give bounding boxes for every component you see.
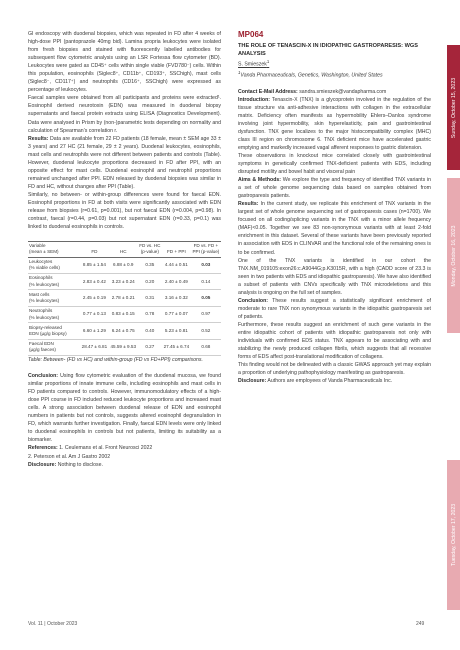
right-column (238, 30, 431, 385)
side-tab-monday (447, 178, 460, 333)
results-text: Data are available from 22 FD patients (18 female, mean ± SEM age 33 ± 3 years) and 27 HC (21 female, 29 ± 2 years). Duodenal leukocytes, eosinophils, mast cells and neutrophils were not different between patients and controls (Table). However, duodenal leukocyte proportions decreased in FD after PPI, with an opposite effect for mast cells. Duodenal eosinophil and neutrophil proportions remained unchanged after PPI. EDN released by duodenal biopsies was similar in FD and HC, without changes after PPI (Table). (28, 135, 221, 190)
reference-2: 2. Peterson et al. Am J Gastro 2002 (28, 453, 111, 460)
row-label-cell: Faecal EDN (µg/g faeces) (28, 339, 80, 355)
introduction-label: Introduction: (238, 96, 270, 103)
aims-text: We explore the type and frequency of identified TNX variants in a set of whole genome sequencing data based on samples obtained from gastroparesis patients. (238, 177, 431, 200)
table-body (28, 257, 221, 355)
table-cell: 2.78 ± 0.21 (109, 290, 138, 306)
table-cell: 6.24 ± 0.75 (109, 323, 138, 339)
author-name: S. Smieszek (238, 61, 267, 68)
observations-paragraph: These observations in knockout mice correlated closely with gastrointestinal symptoms in genetically confirmed TNX-deficient patients with EDS, including disrupted motility and bowel habit and visceral pain (238, 152, 431, 176)
side-tab-label: Tuesday, October 17, 2023 (450, 503, 457, 567)
row-label-cell: Mast cells (% leukocytes) (28, 290, 80, 306)
table-header: FD vs. FD + PPI (p-value) (191, 242, 221, 257)
references-label: References: (28, 445, 58, 452)
page-number: 249 (416, 621, 425, 627)
contact-label: Contact E-Mail Address: (238, 88, 298, 95)
table-cell: 0.77 ± 0.07 (162, 306, 191, 322)
results-text-right: In the current study, we replicate this enrichment of TNX variants in the largest set of whole genome sequencing set of gastroparesis cases (n=1700). We focused on all coding/splicing variants in the TNX with a minor allele frequency (MAF)<0.05. Together we see 83 non-synonymous variants with at least 2-fold enrichment in this dataset. Several of these variants have been previously reported in association with EDS in CLINVAR and the functional role of the remaining ones is to be confirmed. (238, 201, 431, 256)
left-column (28, 30, 221, 469)
finding-paragraph: This finding would not be delineated with a classic GWAS approach yet may explain a proportion of underlying pathophysiology manifesting as gastroparesis. (238, 362, 431, 377)
furthermore-paragraph: Furthermore, these results suggest an enrichment of such gene variants in the entire idiopathic cohort of patients with idiopathic gastroparesis not only with individuals with confirmed EDS status. TNX appears to be associating with and stabilizing the newly produced collagen fibrils, which suggests that all recessive forms of EDS affect post-translational modification of collagens. (238, 321, 431, 361)
variant-paragraph: One of the TNX variants is identified in our cohort the TNX.NM_019105:exon26:c.A9044G;p.K3015R, with a high (CADD score of 23.3 is seen in two patients with EDS and idiopathic gastroparesis). We have also identified a subset of patients with CNVs specifically with TNX microdeletions and this analysis is ongoing on the full set of samples. (238, 257, 431, 296)
conclusion-label: Conclusion: (28, 373, 58, 380)
table-cell: 0.14 (191, 273, 221, 289)
contact-email: sandra.smieszek@vandapharma.com (297, 88, 387, 95)
table-cell: 27.45 ± 6.74 (162, 339, 191, 355)
table-cell: 8.85 ± 1.54 (80, 257, 109, 273)
table-header: FD vs. HC (p-value) (138, 242, 162, 257)
disclosure-right (238, 377, 431, 385)
side-tab-label: Monday, October 16, 2023 (450, 224, 457, 287)
table-row (28, 273, 221, 289)
results-table (28, 241, 221, 356)
table-cell: 0.97 (191, 306, 221, 322)
table-cell: 3.16 ± 0.32 (162, 290, 191, 306)
introduction-text: Tenascin-X (TNX) is a glycoprotein involved in the regulation of the tissue structure via anti-adhesive interactions with collagen in the extracellular matrix. Deficiency often manifests as hypermobility Ehlers–Danlos syndrome involving joint hypermobility, skin hyperelasticity, pain and gastrointestinal dysfunction. TNX gene localizes to the major histocompatibility complex (MHC) class III region on chromosome 6. TNX deficient mice have accelerated gastric emptying and markedly increased vagal afferent responses to gastric distension. (238, 96, 431, 151)
faecal-paragraph: Faecal samples were obtained from all participants and proteins were extracted¹. Eosinophil derived neurotoxin (EDN) was measured in duodenal biopsy supernatants and faecal protein extracts using ELISA (Diagnostics Development). Data were analysed in Prism by (non-)parametric tests depending on normality and calculation of Spearman’s correlation r. (28, 95, 221, 134)
table-cell: 4.44 ± 0.51 (162, 257, 191, 273)
abstract-id: MP064 (238, 30, 264, 39)
conclusion-label-right: Conclusion: (238, 297, 268, 304)
abstract-title: THE ROLE OF TENASCIN-X IN IDIOPATHIC GASTROPARESIS: WGS ANALYSIS (238, 43, 418, 57)
disclosure-text-right: Authors are employees of Vanda Pharmaceuticals Inc. (266, 378, 393, 385)
disclosure-label-right: Disclosure: (238, 378, 267, 385)
table-cell: 0.27 (138, 339, 162, 355)
aims-label: Aims & Methods: (238, 177, 281, 184)
table-cell: 0.40 (138, 323, 162, 339)
similarly-paragraph: Similarly, no between- or within-group differences were found for faecal EDN. Eosinophil proportions in FD at both visits were significantly associated with EDN release from biopsies (r=0.61, p=0.001), but not faecal EDN (r=0.004, p=0.98). In contrast, faecal (r=0.44, p=0.03) but not supernatant EDN (r=0.33, p=0.1) was linked to duodenal eosinophils in controls. (28, 191, 221, 231)
affiliation-text: Vanda Pharmaceuticals, Genetics, Washington, United States (240, 72, 383, 79)
conclusion-paragraph (28, 372, 221, 444)
author-sup: 1 (266, 59, 270, 64)
table-cell: 5.23 ± 0.81 (162, 323, 191, 339)
side-tab-label: Sunday, October 15, 2023 (450, 77, 457, 138)
introduction-paragraph (238, 96, 431, 152)
conclusion-text: Using flow cytometric evaluation of the duodenal mucosa, we found similar proportions of innate immune cells, including eosinophils and mast cells in FD patients compared to controls. However, immunomodulatory effects of a high-dose PPI course in FD included reduced leukocyte proportions and increased mast cells. A strong association between duodenal release of EDN and eosinophil numbers in patients but not controls, suggests altered eosinophil degranulation in FD, which warrants further investigation. Finally, faecal EDN levels were only linked to duodenal eosinophils in controls but not patients, limiting its suitability as a biomarker. (28, 373, 221, 444)
table-cell: 0.03 (191, 257, 221, 273)
row-label-cell: Leukocytes (% viable cells) (28, 257, 80, 273)
table-cell: 6.88 ± 0.9 (109, 257, 138, 273)
aims-paragraph (238, 176, 431, 200)
table-row (28, 257, 221, 273)
conclusion-paragraph-right (238, 297, 431, 321)
table-cell: 0.31 (138, 290, 162, 306)
table-header: FD + PPI (162, 242, 191, 257)
table-cell: 3.23 ± 0.24 (109, 273, 138, 289)
table-cell: 2.45 ± 0.19 (80, 290, 109, 306)
table-cell: 0.83 ± 0.15 (109, 306, 138, 322)
table-cell: 45.59 ± 9.53 (109, 339, 138, 355)
side-tab-tuesday (447, 460, 460, 610)
references (28, 444, 221, 452)
table-header-row (28, 242, 221, 257)
table-row (28, 323, 221, 339)
disclosure-left (28, 461, 221, 469)
table-cell: 0.78 (138, 306, 162, 322)
table-row (28, 339, 221, 355)
table-row (28, 306, 221, 322)
table-header: Variable (mean ± SEM) (28, 242, 80, 257)
table-header: HC (109, 242, 138, 257)
row-label-cell: Biopsy-released EDN (µg/g biopsy) (28, 323, 80, 339)
table-header: FD (80, 242, 109, 257)
table-cell: 0.20 (138, 273, 162, 289)
table-cell: 28.47 ± 6.81 (80, 339, 109, 355)
footer-volume: Vol. 11 | October 2023 (28, 621, 78, 627)
contact-line (238, 88, 431, 96)
side-tab-sunday (447, 45, 460, 170)
author-line (238, 58, 431, 69)
table-cell: 0.35 (138, 257, 162, 273)
reference-1: 1. Ceulemans et al. Front Neurosci 2022 (57, 445, 153, 452)
row-label-cell: Neutrophils (% leukocytes) (28, 306, 80, 322)
results-label-right: Results: (238, 201, 259, 208)
row-label-cell: Eosinophils (% leukocytes) (28, 273, 80, 289)
results-paragraph (28, 135, 221, 191)
table-row (28, 290, 221, 306)
affiliation (238, 69, 431, 80)
conclusion-text-right: These results suggest a statistically significant enrichment of moderate to rare TNX non synonymous variants in the idiopathic gastroparesis set of patients. (238, 297, 431, 320)
results-paragraph-right (238, 200, 431, 256)
table-cell: 0.05 (191, 290, 221, 306)
table-cell: 0.68 (191, 339, 221, 355)
table-cell: 6.60 ± 1.29 (80, 323, 109, 339)
results-label: Results: (28, 135, 49, 142)
affiliation-sup: 1 (238, 69, 241, 75)
table-cell: 0.77 ± 0.13 (80, 306, 109, 322)
table-cell: 2.40 ± 0.49 (162, 273, 191, 289)
table-cell: 0.52 (191, 323, 221, 339)
disclosure-label: Disclosure: (28, 461, 57, 468)
table-cell: 2.83 ± 0.42 (80, 273, 109, 289)
table-caption: Table: Between- (FD vs HC) and within-group (FD vs FD+PPI) comparisons. (28, 357, 203, 364)
methods-paragraph: GI endoscopy with duodenal biopsies, which was repeated in FD after 4 weeks of high-dose PPI (pantoprazole 40mg bid). Lamina propria leukocytes were isolated from fresh biopsies and stained with fluorescently labelled antibodies for subsequent flow cytometric analysis using an LSR Fortessa flow cytometer (BD). Leukocytes were gated as CD45⁺ cells within single viable (FVD780⁻) cells. Within this population, eosinophils (Siglec8⁺, CD11b⁺, CD193⁺, SSChigh), mast cells (Siglec8⁻, CD117⁺) and neutrophils (CD16⁺, SSChigh) were expressed as percentage of leukocytes. (28, 31, 221, 94)
disclosure-text: Nothing to disclose. (56, 461, 103, 468)
